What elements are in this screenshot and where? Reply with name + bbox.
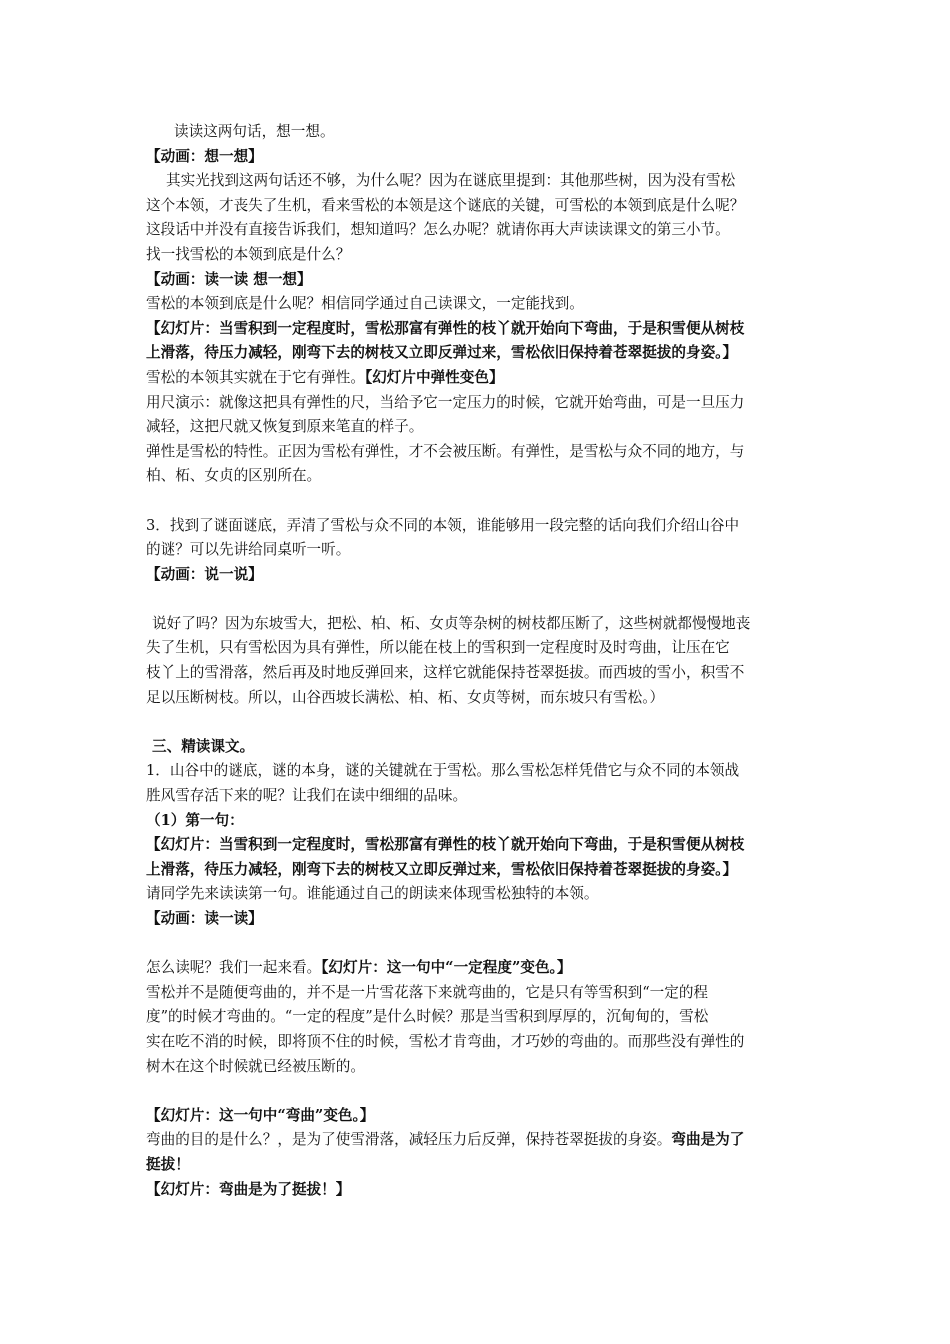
slide-tag: 【幻灯片：弯曲是为了挺拔！】 bbox=[146, 1180, 351, 1198]
paragraph-line: 的谜？可以先讲给同桌听一听。 bbox=[146, 541, 351, 559]
paragraph-line: 胜风雪存活下来的呢？让我们在读中细细的品味。 bbox=[146, 787, 468, 805]
paragraph-text: 怎么读呢？我们一起来看。 bbox=[146, 959, 322, 977]
slide-quote-line: 【幻灯片：当雪积到一定程度时，雪松那富有弹性的枝丫就开始向下弯曲，于是积雪便从树枝 bbox=[146, 836, 745, 854]
animation-tag: 【动画：读一读 想一想】 bbox=[146, 270, 312, 288]
blank-line bbox=[146, 710, 814, 735]
paragraph-line: 枝丫上的雪滑落，然后再及时地反弹回来，这样它就能保持苍翠挺拔。而西坡的雪小，积雪不 bbox=[146, 664, 745, 682]
paragraph-line bbox=[146, 1128, 814, 1153]
paragraph-line: 度”的时候才弯曲的。“一定的程度”是什么时候？那是当雪积到厚厚的，沉甸甸的，雪松 bbox=[146, 1008, 709, 1026]
blank-line bbox=[146, 1079, 814, 1104]
emphasis-text: 弯曲是为了 bbox=[671, 1131, 745, 1149]
blank-line bbox=[146, 489, 814, 514]
slide-quote-line: 上滑落，待压力减轻，刚弯下去的树枝又立即反弹过来，雪松依旧保持着苍翠挺拔的身姿。】 bbox=[146, 860, 738, 878]
slide-tag: 【幻灯片：这一句中“一定程度”变色。】 bbox=[321, 959, 572, 977]
paragraph-line: 弹性是雪松的特性。正因为雪松有弹性，才不会被压断。有弹性，是雪松与众不同的地方，与 bbox=[146, 442, 745, 460]
document-page bbox=[146, 120, 814, 1202]
slide-quote-line: 【幻灯片：当雪积到一定程度时，雪松那富有弹性的枝丫就开始向下弯曲，于是积雪便从树枝 bbox=[146, 319, 745, 337]
paragraph-line: 实在吃不消的时候，即将顶不住的时候，雪松才肯弯曲，才巧妙的弯曲的。而那些没有弹性的 bbox=[146, 1032, 745, 1050]
paragraph-line: 1．山谷中的谜底，谜的本身，谜的关键就在于雪松。那么雪松怎样凭借它与众不同的本领战 bbox=[146, 762, 740, 780]
paragraph: 雪松的本领到底是什么呢？相信同学通过自己读课文，一定能找到。 bbox=[146, 295, 584, 313]
paragraph-line: 减轻，这把尺就又恢复到原来笔直的样子。 bbox=[146, 418, 424, 436]
paragraph-line: 足以压断树枝。所以，山谷西坡长满松、柏、柘、女贞等树，而东坡只有雪松。） bbox=[146, 688, 665, 706]
paragraph-text: 雪松的本领其实就在于它有弹性。 bbox=[146, 368, 365, 386]
paragraph-line: 找一找雪松的本领到底是什么？ bbox=[146, 245, 351, 263]
paragraph bbox=[146, 956, 814, 981]
paragraph-text: 弯曲的目的是什么？，是为了使雪滑落，减轻压力后反弹，保持苍翠挺拔的身姿。 bbox=[146, 1131, 672, 1149]
paragraph: 读读这两句话，想一想。 bbox=[174, 123, 335, 140]
paragraph-line: 其实光找到这两句话还不够，为什么呢？因为在谜底里提到：其他那些树，因为没有雪松 bbox=[166, 172, 736, 190]
paragraph-line: 失了生机，只有雪松因为具有弹性，所以能在枝上的雪积到一定程度时及时弯曲，让压在它 bbox=[146, 639, 730, 657]
section-heading: 三、精读课文。 bbox=[152, 737, 255, 755]
slide-tag: 【幻灯片：这一句中“弯曲”变色。】 bbox=[146, 1106, 375, 1124]
paragraph-line: 用尺演示：就像这把具有弹性的尺，当给予它一定压力的时候，它就开始弯曲，可是一旦压力 bbox=[146, 393, 745, 411]
emphasis-text: 挺拔！ bbox=[146, 1155, 190, 1173]
blank-line bbox=[146, 587, 814, 612]
paragraph-line: 雪松并不是随便弯曲的，并不是一片雪花落下来就弯曲的，它是只有等雪积到“一定的程 bbox=[146, 983, 709, 1001]
animation-tag: 【动画：读一读】 bbox=[146, 910, 263, 927]
paragraph-line: 柏、柘、女贞的区别所在。 bbox=[146, 467, 322, 485]
paragraph bbox=[146, 366, 814, 391]
subheading: （1）第一句： bbox=[146, 811, 244, 829]
paragraph-line: 说好了吗？因为东坡雪大，把松、柏、柘、女贞等杂树的树枝都压断了，这些树就都慢慢地丧 bbox=[152, 614, 751, 632]
animation-tag: 【动画：想一想】 bbox=[146, 147, 263, 165]
blank-line bbox=[146, 932, 814, 957]
paragraph-line: 树木在这个时候就已经被压断的。 bbox=[146, 1057, 365, 1075]
animation-tag: 【动画：说一说】 bbox=[146, 565, 263, 583]
paragraph-line: 这个本领，才丧失了生机，看来雪松的本领是这个谜底的关键，可雪松的本领到底是什么呢？ bbox=[146, 196, 745, 214]
paragraph-line: 3．找到了谜面谜底，弄清了雪松与众不同的本领，谁能够用一段完整的话向我们介绍山谷中 bbox=[146, 516, 740, 534]
slide-tag: 【幻灯片中弹性变色】 bbox=[364, 368, 504, 386]
paragraph: 请同学先来读读第一句。谁能通过自己的朗读来体现雪松独特的本领。 bbox=[146, 885, 599, 903]
slide-quote-line: 上滑落，待压力减轻，刚弯下去的树枝又立即反弹过来，雪松依旧保持着苍翠挺拔的身姿。】 bbox=[146, 344, 738, 362]
paragraph-line: 这段话中并没有直接告诉我们，想知道吗？怎么办呢？就请你再大声读读课文的第三小节。 bbox=[146, 221, 730, 239]
